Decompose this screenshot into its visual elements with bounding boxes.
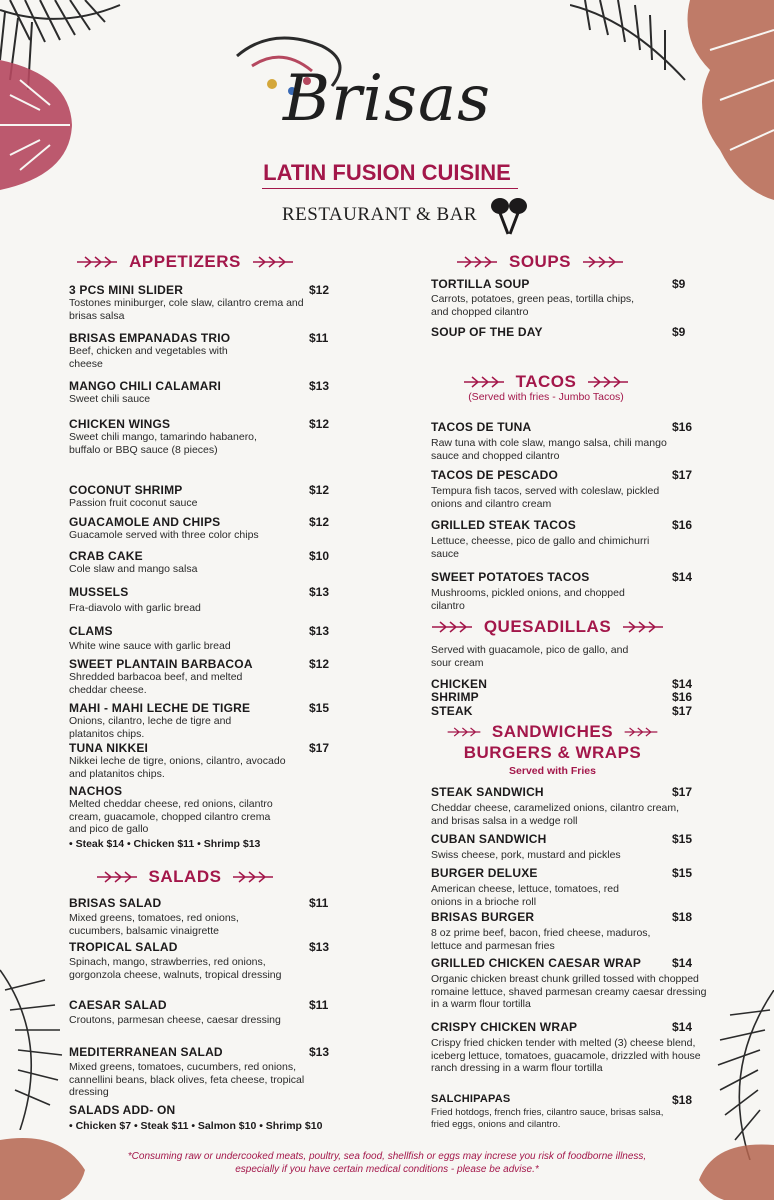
- item-description: Lettuce, cheesse, pico de gallo and chimichurri sauce: [431, 535, 650, 560]
- menu-item: [69, 940, 284, 981]
- menu-item: [69, 379, 304, 406]
- item-name: CUBAN SANDWICH: [431, 832, 547, 846]
- menu-item: [431, 866, 651, 908]
- menu-item: [69, 624, 304, 653]
- item-name: CAESAR SALAD: [69, 998, 167, 1012]
- fern-ornament-right-icon: [586, 375, 630, 389]
- appetizers-title: APPETIZERS: [129, 252, 241, 271]
- item-price: $17: [672, 468, 693, 482]
- item-price: $15: [672, 832, 693, 846]
- soups-title: SOUPS: [508, 252, 572, 271]
- item-description: Beef, chicken and vegetables with cheese: [69, 345, 228, 370]
- item-name: SOUP OF THE DAY: [431, 325, 543, 339]
- item-name: GRILLED CHICKEN CAESAR WRAP: [431, 956, 642, 970]
- fern-ornament-right-icon: [621, 620, 665, 634]
- item-description: Crispy fried chicken tender with melted (3) cheese blend, iceberg lettuce, tomatoes, guacamole, drizzled with house ranch dressing in a warm flour tortilla: [431, 1037, 701, 1074]
- item-description: Organic chicken breast chunk grilled tossed with chopped romaine lettuce, shaved parmesan creamy caesar dressing in a warm flour tortilla: [431, 973, 707, 1010]
- item-name: CHICKEN: [431, 677, 488, 691]
- item-name: MAHI - MAHI LECHE DE TIGRE: [69, 701, 251, 715]
- item-name: 3 PCS MINI SLIDER: [69, 283, 184, 297]
- item-name: CRAB CAKE: [69, 549, 143, 563]
- menu-item: [431, 570, 631, 612]
- item-description: Passion fruit coconut sauce: [69, 497, 198, 509]
- item-name: TROPICAL SALAD: [69, 940, 178, 954]
- item-description: Sweet chili mango, tamarindo habanero, buffalo or BBQ sauce (8 pieces): [69, 431, 257, 456]
- item-description: Croutons, parmesan cheese, caesar dressing: [69, 1014, 281, 1026]
- item-name: CHICKEN WINGS: [69, 417, 171, 431]
- item-name: GUACAMOLE AND CHIPS: [69, 515, 221, 529]
- menu-item: [431, 325, 651, 339]
- menu-item: [431, 277, 651, 318]
- item-description: Mixed greens, tomatoes, red onions, cucumbers, balsamic vinaigrette: [69, 912, 239, 937]
- item-description: Tostones miniburger, cole slaw, cilantro crema and brisas salsa: [69, 297, 304, 322]
- salads-title: SALADS: [148, 867, 222, 886]
- item-price: $11: [309, 896, 329, 910]
- item-price: $16: [672, 690, 693, 704]
- menu-item: [431, 677, 487, 691]
- item-name: TACOS DE TUNA: [431, 420, 532, 434]
- fern-ornament-left-icon: [446, 725, 482, 739]
- item-price: $17: [309, 741, 330, 755]
- menu-item: [69, 515, 309, 542]
- item-name: SALADS ADD- ON: [69, 1103, 176, 1117]
- fern-ornament-left-icon: [75, 255, 119, 269]
- fern-ornament-left-icon: [430, 620, 474, 634]
- menu-item: [69, 896, 284, 937]
- brand-logo: Brisas: [283, 62, 491, 136]
- item-price: $17: [672, 785, 693, 799]
- sandwiches-title: SANDWICHES: [491, 722, 614, 741]
- item-description: 8 oz prime beef, bacon, fried cheese, maduros, lettuce and parmesan fries: [431, 927, 651, 952]
- item-price: $12: [309, 283, 330, 297]
- fern-ornament-right-icon: [231, 870, 275, 884]
- palm-leaf-bottom-right-icon: [710, 990, 774, 1160]
- tacos-note: (Served with fries - Jumbo Tacos): [468, 391, 624, 403]
- item-description: Tempura fish tacos, served with coleslaw, pickled onions and cilantro cream: [431, 485, 660, 510]
- item-price: $12: [309, 483, 330, 497]
- item-description: Melted cheddar cheese, red onions, cilantro cream, guacamole, chopped cilantro crema and pico de gallo: [69, 798, 273, 835]
- disclaimer-line-2: especially if you have certain medical conditions - please be advise.*: [235, 1164, 539, 1175]
- fern-ornament-right-icon: [251, 255, 295, 269]
- item-description: Carrots, potatoes, green peas, tortilla chips, and chopped cilantro: [431, 293, 635, 318]
- item-name: SWEET POTATOES TACOS: [431, 570, 590, 584]
- item-price: $13: [309, 1045, 330, 1059]
- salads-addon-title: [69, 1103, 175, 1117]
- item-price: $14: [672, 570, 693, 584]
- tagline-divider: [262, 188, 518, 189]
- item-description: Fried hotdogs, french fries, cilantro sauce, brisas salsa, fried eggs, onions and cilantro.: [431, 1107, 664, 1130]
- item-price: $12: [309, 515, 330, 529]
- item-description: Sweet chili sauce: [69, 393, 151, 405]
- menu-item: [69, 283, 304, 322]
- item-description: Served with guacamole, pico de gallo, and sour cream: [431, 644, 629, 669]
- item-name: BRISAS BURGER: [431, 910, 535, 924]
- item-description: Mushrooms, pickled onions, and chopped cilantro: [431, 587, 625, 612]
- menu-item: [431, 832, 691, 862]
- item-description: Cheddar cheese, caramelized onions, cilantro cream, and brisas salsa in a wedge roll: [431, 802, 680, 827]
- item-name: TORTILLA SOUP: [431, 277, 530, 291]
- nachos-options: • Steak $14 • Chicken $11 • Shrimp $13: [69, 838, 261, 850]
- menu-item: [69, 1045, 309, 1099]
- menu-item: [431, 704, 473, 718]
- item-name: TUNA NIKKEI: [69, 741, 149, 755]
- item-name: COCONUT SHRIMP: [69, 483, 183, 497]
- palm-leaf-bottom-left-icon: [0, 960, 70, 1130]
- item-description: Onions, cilantro, leche de tigre and platanitos chips.: [69, 715, 232, 740]
- soups-header: [440, 252, 640, 272]
- item-price: $14: [672, 956, 693, 970]
- menu-item: [431, 518, 651, 560]
- menu-item: [69, 331, 249, 370]
- menu-item: [431, 468, 671, 510]
- item-name: BURGER DELUXE: [431, 866, 538, 880]
- item-price: $9: [672, 325, 686, 339]
- item-description: Cole slaw and mango salsa: [69, 563, 198, 575]
- fern-ornament-left-icon: [95, 870, 139, 884]
- item-name: STEAK SANDWICH: [431, 785, 544, 799]
- brand-tagline: LATIN FUSION CUISINE: [263, 160, 511, 185]
- item-price: $9: [672, 277, 686, 291]
- item-name: BRISAS EMPANADAS TRIO: [69, 331, 231, 345]
- salads-addon-options: • Chicken $7 • Steak $11 • Salmon $10 • Shrimp $10: [69, 1120, 323, 1132]
- menu-item: [69, 657, 253, 696]
- item-price: $14: [672, 677, 693, 691]
- item-price: $13: [309, 585, 330, 599]
- health-disclaimer: [60, 1150, 714, 1176]
- item-name: TACOS DE PESCADO: [431, 468, 558, 482]
- fern-ornament-right-icon: [623, 725, 659, 739]
- menu-item: [431, 910, 651, 952]
- menu-item: [69, 483, 304, 510]
- item-price: $12: [309, 417, 330, 431]
- item-price: $15: [672, 866, 693, 880]
- maracas-icon: [486, 196, 532, 236]
- menu-item: [69, 549, 304, 576]
- menu-item: [69, 998, 284, 1027]
- appetizers-header: [60, 252, 310, 272]
- item-price: $16: [672, 518, 693, 532]
- menu-item: [69, 741, 289, 780]
- item-name: NACHOS: [69, 784, 123, 798]
- item-price: $17: [672, 704, 693, 718]
- item-price: $11: [309, 331, 329, 345]
- burgers-wraps-header: [430, 743, 675, 763]
- item-description: Shredded barbacoa beef, and melted cheddar cheese.: [69, 671, 243, 696]
- item-name: SWEET PLANTAIN BARBACOA: [69, 657, 253, 671]
- menu-item: [431, 1093, 671, 1130]
- item-price: $13: [309, 624, 330, 638]
- menu-item: [431, 420, 671, 462]
- fern-ornament-right-icon: [581, 255, 625, 269]
- item-price: $12: [309, 657, 330, 671]
- item-price: $10: [309, 549, 330, 563]
- item-price: $14: [672, 1020, 693, 1034]
- item-name: GRILLED STEAK TACOS: [431, 518, 576, 532]
- sandwiches-header: [430, 722, 675, 742]
- item-description: Guacamole served with three color chips: [69, 529, 259, 541]
- item-name: MUSSELS: [69, 585, 129, 599]
- sandwiches-note: Served with Fries: [509, 765, 596, 777]
- item-description: American cheese, lettuce, tomatoes, red onions in a brioche roll: [431, 883, 619, 908]
- item-price: $13: [309, 940, 330, 954]
- menu-item: [69, 585, 304, 615]
- item-name: CLAMS: [69, 624, 113, 638]
- disclaimer-line-1: *Consuming raw or undercooked meats, poultry, sea food, shellfish or eggs may increse you risk of foodborne illness,: [127, 1151, 647, 1162]
- item-description: Mixed greens, tomatoes, cucumbers, red onions, cannellini beans, black olives, feta cheese, tropical dressing: [69, 1061, 305, 1098]
- fern-ornament-left-icon: [455, 255, 499, 269]
- menu-item: [69, 701, 279, 740]
- item-price: $11: [309, 998, 329, 1012]
- item-name: MANGO CHILI CALAMARI: [69, 379, 221, 393]
- item-name: MEDITERRANEAN SALAD: [69, 1045, 223, 1059]
- item-name: BRISAS SALAD: [69, 896, 162, 910]
- item-description: Nikkei leche de tigre, onions, cilantro, avocado and platanitos chips.: [69, 755, 286, 780]
- tacos-header: [446, 372, 646, 392]
- item-description: Spinach, mango, strawberries, red onions, gorgonzola cheese, walnuts, tropical dressing: [69, 956, 282, 981]
- quesadillas-header: [425, 617, 670, 637]
- menu-item: [431, 785, 691, 827]
- item-price: $18: [672, 910, 693, 924]
- item-name: STEAK: [431, 704, 473, 718]
- menu-item: [431, 1020, 706, 1075]
- salads-header: [90, 867, 280, 887]
- item-name: SHRIMP: [431, 690, 479, 704]
- item-price: $13: [309, 379, 330, 393]
- tacos-title: TACOS: [515, 372, 577, 391]
- menu-item: [69, 417, 264, 456]
- item-description: Raw tuna with cole slaw, mango salsa, chili mango sauce and chopped cilantro: [431, 437, 667, 462]
- item-price: $18: [672, 1093, 693, 1107]
- item-description: Swiss cheese, pork, mustard and pickles: [431, 849, 621, 861]
- brand-subtagline: RESTAURANT & BAR: [282, 204, 478, 225]
- quesadillas-description: [431, 644, 651, 669]
- menu-item: [431, 690, 479, 704]
- item-name: SALCHIPAPAS: [431, 1093, 511, 1105]
- item-description: Fra-diavolo with garlic bread: [69, 602, 201, 614]
- quesadillas-title: QUESADILLAS: [483, 617, 612, 636]
- item-name: CRISPY CHICKEN WRAP: [431, 1020, 578, 1034]
- item-price: $15: [309, 701, 330, 715]
- item-description: White wine sauce with garlic bread: [69, 640, 231, 652]
- item-price: $16: [672, 420, 693, 434]
- menu-item: [69, 784, 284, 836]
- burgers-wraps-title: BURGERS & WRAPS: [463, 743, 642, 762]
- fern-ornament-left-icon: [462, 375, 506, 389]
